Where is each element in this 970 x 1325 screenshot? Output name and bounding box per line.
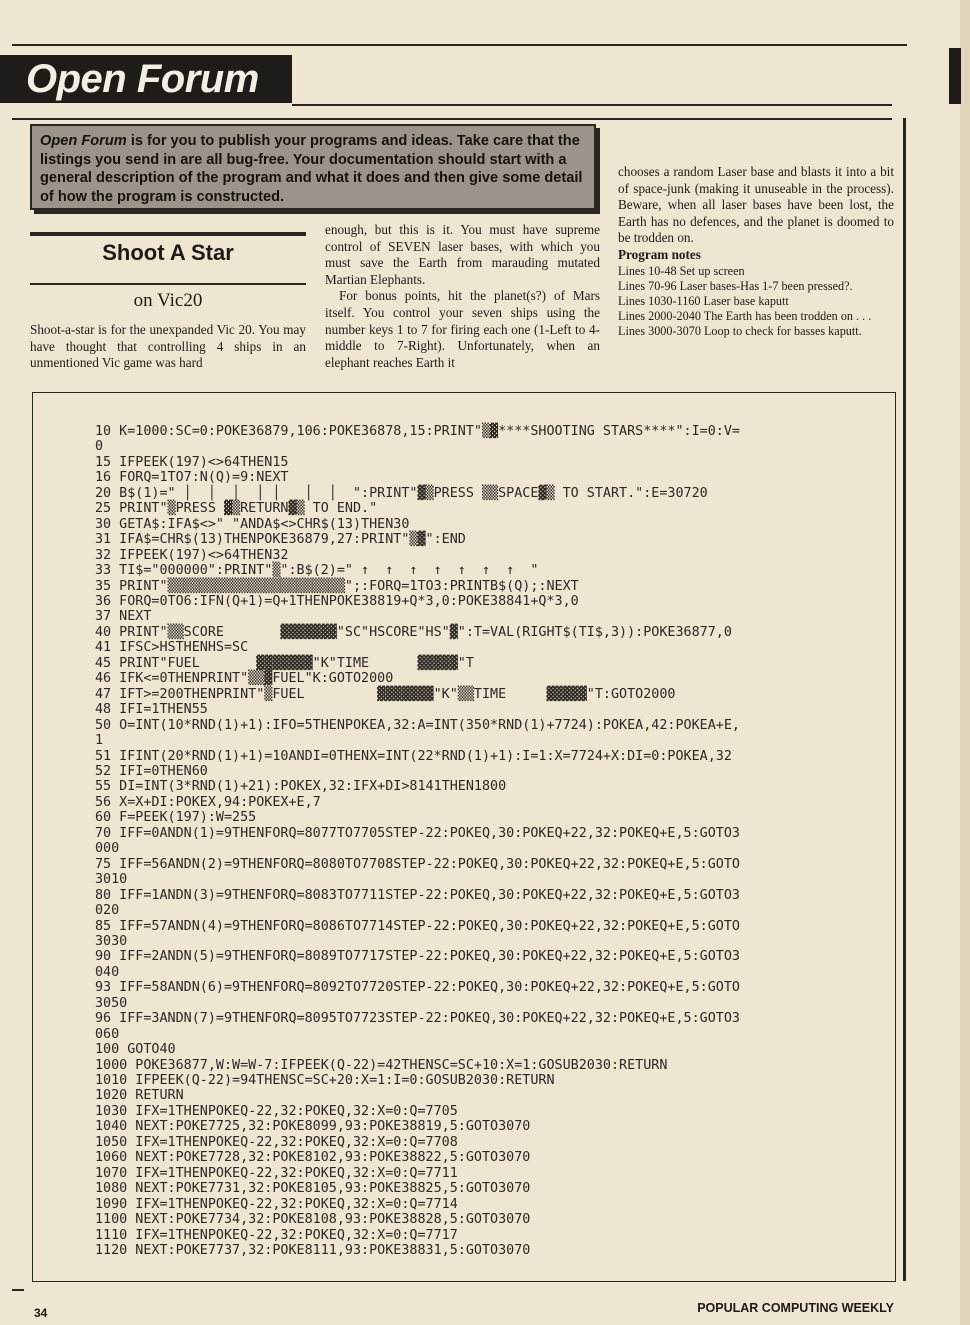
listing-line: 52 IFI=0THEN60 [95,763,208,779]
listing-line: 1 [95,733,104,749]
listing-line: 0 [95,439,104,455]
listing-line: 93 IFF=58ANDN(6)=9THENFORQ=8092TO7720STEP-22:POKEQ,30:POKEQ+22,32:POKEQ+E,5:GOTO [95,980,740,996]
column-3-paragraph-1: chooses a random Laser base and blasts it into a bit of space-junk (making it unuseable in the process). Beware, when all laser bases have been lost, the Earth has no defences, and the planet is doomed to be trodden on. [618,164,894,246]
publication-name: POPULAR COMPUTING WEEKLY [697,1301,894,1315]
listing-line: 48 IFI=1THEN55 [95,702,208,718]
page-number: 34 [34,1306,48,1320]
right-page-edge [960,0,970,1325]
listing-line: 1000 POKE36877,W:W=W-7:IFPEEK(Q-22)=42THENSC=SC+10:X=1:GOSUB2030:RETURN [95,1057,668,1073]
article-column-2 [325,222,600,371]
listing-line: 47 IFT>=200THENPRINT"▒FUEL ▓▓▓▓▓▓▓"K"▒▒TIME ▓▓▓▓▓"T:GOTO2000 [95,686,676,702]
listing-line: 25 PRINT"▒PRESS ▓▒RETURN▓▒ TO END." [95,501,378,517]
listing-line: 3050 [95,995,128,1011]
listing-line: 1080 NEXT:POKE7731,32:POKE8105,93:POKE38825,5:GOTO3070 [95,1181,531,1197]
program-note: Lines 2000-2040 The Earth has been trodden on . . . [618,309,872,324]
section-tab [949,48,961,104]
article-column-1 [30,322,306,372]
intro-text: is for you to publish your programs and ideas. Take care that the listings you send in are all bug-free. Your documentation should start with a general description of the program and what it does and then give some detail of how the program is constructed. [40,133,583,205]
listing-line: 80 IFF=1ANDN(3)=9THENFORQ=8083TO7711STEP-22:POKEQ,30:POKEQ+22,32:POKEQ+E,5:GOTO3 [95,887,740,903]
listing-line: 85 IFF=57ANDN(4)=9THENFORQ=8086TO7714STEP-22:POKEQ,30:POKEQ+22,32:POKEQ+E,5:GOTO [95,918,740,934]
column-2-paragraph-1: enough, but this is it. You must have supreme control of SEVEN laser bases, with which you must save the Earth from marauding mutated Martian Elephants. [325,222,600,287]
program-note: Lines 1030-1160 Laser base kaputt [618,293,789,308]
title-rule-bottom [30,283,306,285]
program-note: Lines 70-96 Laser bases-Has 1-7 been pressed?. [618,278,853,293]
title-rule-top [30,232,306,236]
listing-line: 35 PRINT"▒▒▒▒▒▒▒▒▒▒▒▒▒▒▒▒▒▒▒▒▒▒";:FORQ=1TO3:PRINTB$(Q);:NEXT [95,578,579,594]
listing-line: 60 F=PEEK(197):W=255 [95,810,257,826]
listing-line: 1010 IFPEEK(Q-22)=94THENSC=SC+20:X=1:I=0:GOSUB2030:RETURN [95,1073,555,1089]
listing-line: 1100 NEXT:POKE7734,32:POKE8108,93:POKE38828,5:GOTO3070 [95,1212,531,1228]
listing-line: 33 TI$="000000":PRINT"▒":B$(2)=" ↑ ↑ ↑ ↑ ↑ ↑ ↑ " [95,563,539,579]
masthead: Open Forum [0,55,292,103]
listing-line: 100 GOTO40 [95,1042,176,1058]
right-frame-line [903,118,906,1281]
listing-line: 000 [95,841,120,857]
listing-line: 55 DI=INT(3*RND(1)+21):POKEX,32:IFX+DI>8141THEN1800 [95,779,507,795]
listing-line: 15 IFPEEK(197)<>64THEN15 [95,454,289,470]
listing-line: 1090 IFX=1THENPOKEQ-22,32:POKEQ,32:X=0:Q=7714 [95,1196,458,1212]
program-notes-heading: Program notes [618,246,701,262]
intro-lead: Open Forum [40,133,127,149]
listing-line: 96 IFF=3ANDN(7)=9THENFORQ=8095TO7723STEP-22:POKEQ,30:POKEQ+22,32:POKEQ+E,5:GOTO3 [95,1011,740,1027]
listing-line: 20 B$(1)=" │ │ │ │ │ │ │ ":PRINT"▓▒PRESS ▒▒SPACE▓▒ TO START.":E=30720 [95,485,708,501]
listing-line: 50 O=INT(10*RND(1)+1):IFO=5THENPOKEA,32:A=INT(350*RND(1)+7724):POKEA,42:POKEA+E, [95,717,740,733]
left-frame-rule [12,118,892,120]
column-1-paragraph: Shoot-a-star is for the unexpanded Vic 20. You may have thought that controlling 4 ships in an unmentioned Vic game was hard [30,322,306,371]
top-rule [12,44,907,46]
listing-line: 90 IFF=2ANDN(5)=9THENFORQ=8089TO7717STEP-22:POKEQ,30:POKEQ+22,32:POKEQ+E,5:GOTO3 [95,949,740,965]
listing-line: 10 K=1000:SC=0:POKE36879,106:POKE36878,15:PRINT"▒▓****SHOOTING STARS****":I=0:V= [95,424,740,439]
article-column-3 [618,164,894,340]
listing-line: 1040 NEXT:POKE7725,32:POKE8099,93:POKE38819,5:GOTO3070 [95,1119,531,1135]
listing-line: 51 IFINT(20*RND(1)+1)=10ANDI=0THENX=INT(22*RND(1)+1):I=1:X=7724+X:DI=0:POKEA,32 [95,748,732,764]
article-subtitle: on Vic20 [133,290,203,311]
listing-line: 020 [95,903,120,919]
listing-line: 1110 IFX=1THENPOKEQ-22,32:POKEQ,32:X=0:Q=7717 [95,1227,458,1243]
listing-line: 1120 NEXT:POKE7737,32:POKE8111,93:POKE38831,5:GOTO3070 [95,1243,531,1259]
listing-line: 16 FORQ=1TO7:N(Q)=9:NEXT [95,470,289,486]
intro-box [30,124,596,210]
listing-line: 30 GETA$:IFA$<>" "ANDA$<>CHR$(13)THEN30 [95,516,410,532]
listing-line: 36 FORQ=0TO6:IFN(Q+1)=Q+1THENPOKE38819+Q*3,0:POKE38841+Q*3,0 [95,593,579,609]
listing-line: 32 IFPEEK(197)<>64THEN32 [95,547,289,563]
header-underline [292,104,892,106]
listing-line: 040 [95,964,120,980]
listing-line: 46 IFK<=0THENPRINT"▒▒▓FUEL"K:GOTO2000 [95,671,394,687]
program-note: Lines 10-48 Set up screen [618,263,745,278]
listing-line: 1070 IFX=1THENPOKEQ-22,32:POKEQ,32:X=0:Q=7711 [95,1165,458,1181]
column-2-paragraph-2: For bonus points, hit the planet(s?) of Mars itself. You control your seven ships using the number keys 1 to 7 for firing each one (1-Left to 4-middle to 7-Right). Unfortunately, when an elephant reaches Earth it [325,288,600,370]
listing-line: 70 IFF=0ANDN(1)=9THENFORQ=8077TO7705STEP-22:POKEQ,30:POKEQ+22,32:POKEQ+E,5:GOTO3 [95,825,740,841]
listing-line: 3010 [95,872,128,888]
listing-line: 31 IFA$=CHR$(13)THENPOKE36879,27:PRINT"▒▓":END [95,532,466,548]
listing-line: 1060 NEXT:POKE7728,32:POKE8102,93:POKE38822,5:GOTO3070 [95,1150,531,1166]
listing-line: 1020 RETURN [95,1088,184,1104]
program-listing [95,424,865,1258]
listing-line: 40 PRINT"▒▒SCORE ▓▓▓▓▓▓▓"SC"HSCORE"HS"▓":T=VAL(RIGHT$(TI$,3)):POKE36877,0 [95,624,732,640]
listing-line: 1050 IFX=1THENPOKEQ-22,32:POKEQ,32:X=0:Q=7708 [95,1134,458,1150]
listing-line: 1030 IFX=1THENPOKEQ-22,32:POKEQ,32:X=0:Q=7705 [95,1103,458,1119]
program-note: Lines 3000-3070 Loop to check for basses kaputt. [618,324,862,339]
footer-rule [12,1289,24,1291]
listing-line: 75 IFF=56ANDN(2)=9THENFORQ=8080TO7708STEP-22:POKEQ,30:POKEQ+22,32:POKEQ+E,5:GOTO [95,856,740,872]
article-title: Shoot A Star [102,240,234,265]
listing-line: 56 X=X+DI:POKEX,94:POKEX+E,7 [95,794,321,810]
listing-line: 41 IFSC>HSTHENHS=SC [95,640,249,656]
listing-line: 3030 [95,933,128,949]
listing-line: 37 NEXT [95,609,152,625]
listing-line: 060 [95,1026,120,1042]
listing-line: 45 PRINT"FUEL ▓▓▓▓▓▓▓"K"TIME ▓▓▓▓▓"T [95,655,474,671]
